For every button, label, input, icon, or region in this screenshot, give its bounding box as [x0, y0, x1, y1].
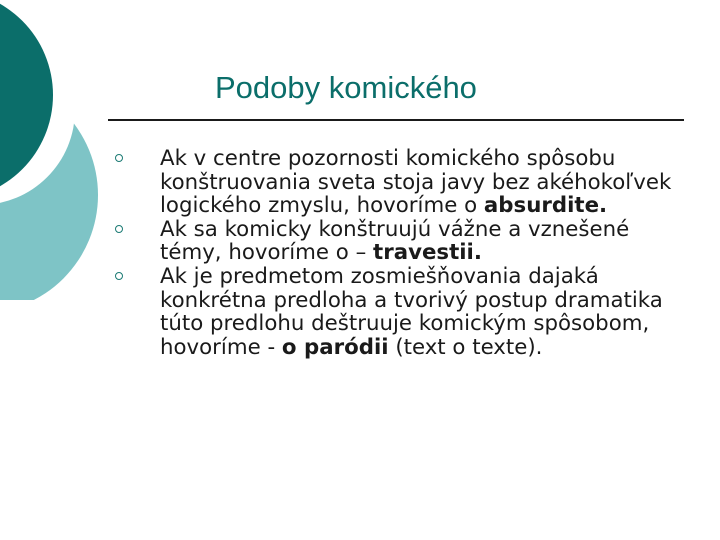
item-text: Ak je predmetom zosmiešňovania dajaká konkrétna predloha a tvorivý postup dramatika túto predlohu deštruuje komickým spôsobom, hovoríme -: [160, 263, 663, 360]
item-bold-term: o paródii: [281, 334, 389, 360]
circle-bullet-icon: [115, 272, 123, 280]
item-bold-term: travestii.: [373, 240, 482, 266]
item-text-after: (text o texte).: [388, 334, 543, 360]
list-item: [0, 265, 685, 359]
bullet-list: [0, 147, 720, 359]
item-text: Ak sa komicky konštruujú vážne a vznešené témy, hovoríme o –: [160, 216, 630, 266]
list-item: [0, 218, 685, 265]
title-divider: [108, 119, 684, 121]
slide-title: Podoby komického: [215, 70, 477, 105]
list-item: [0, 147, 685, 218]
circle-bullet-icon: [115, 225, 123, 233]
circle-bullet-icon: [115, 154, 123, 162]
item-bold-term: absurdite.: [483, 193, 608, 219]
item-text: Ak v centre pozornosti komického spôsobu konštruovania sveta stoja javy bez akéhokoľvek logického zmyslu, hovoríme o: [160, 146, 672, 219]
